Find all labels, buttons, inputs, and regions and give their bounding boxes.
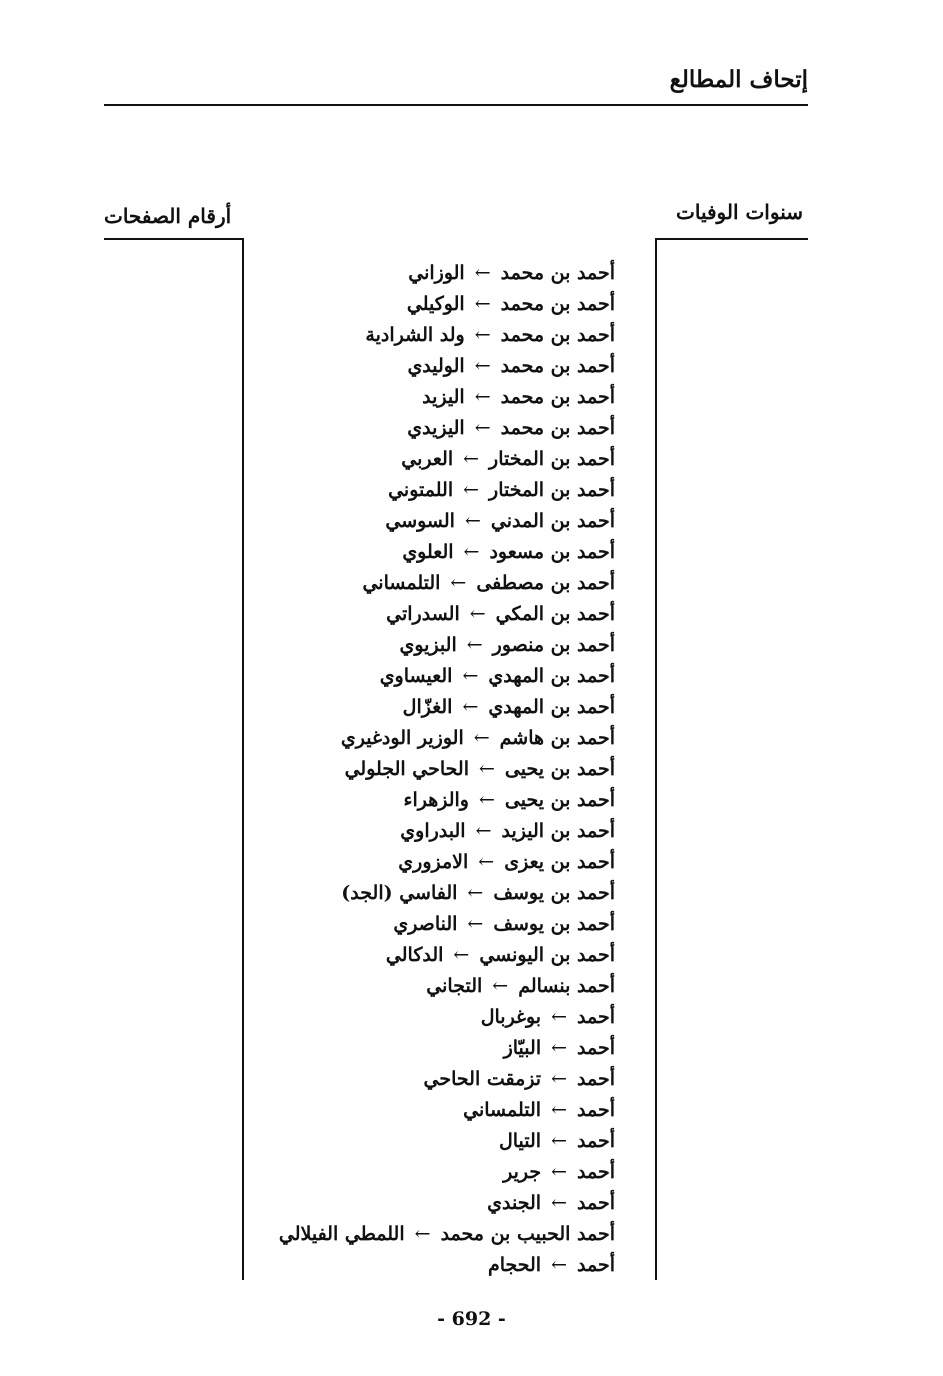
entry-name: أحمد بن هاشم bbox=[499, 727, 615, 749]
death-years-column-rule-side bbox=[655, 238, 657, 1280]
index-entry bbox=[235, 599, 615, 630]
index-entry bbox=[235, 1188, 615, 1219]
column-label-death-years: سنوات الوفيات bbox=[676, 200, 803, 224]
entry-reference: جرير bbox=[503, 1161, 542, 1183]
arrow-left-icon: ← bbox=[467, 913, 484, 935]
entry-name: أحمد bbox=[577, 1254, 615, 1276]
entry-reference: اليزيد bbox=[422, 386, 465, 408]
index-entry bbox=[235, 506, 615, 537]
arrow-left-icon: ← bbox=[474, 293, 491, 315]
death-years-column-rule-top bbox=[656, 238, 808, 240]
index-entry bbox=[235, 1002, 615, 1033]
entry-name: أحمد بن المهدي bbox=[488, 696, 615, 718]
arrow-left-icon: ← bbox=[414, 1223, 431, 1245]
index-entry bbox=[235, 1126, 615, 1157]
arrow-left-icon: ← bbox=[478, 851, 495, 873]
entry-name: أحمد بن محمد bbox=[500, 262, 615, 284]
index-entry bbox=[235, 940, 615, 971]
arrow-left-icon: ← bbox=[463, 448, 480, 470]
entry-name: أحمد بن يوسف bbox=[493, 882, 615, 904]
entry-name: أحمد bbox=[577, 1037, 615, 1059]
entry-name: أحمد بن اليزيد bbox=[501, 820, 615, 842]
index-entry bbox=[235, 413, 615, 444]
arrow-left-icon: ← bbox=[474, 324, 491, 346]
entry-name: أحمد بن اليونسي bbox=[479, 944, 615, 966]
entry-reference: والزهراء bbox=[403, 789, 469, 811]
entry-name: أحمد بن منصور bbox=[492, 634, 615, 656]
entry-reference: الحاحي الجلولي bbox=[344, 758, 469, 780]
index-entry bbox=[235, 1033, 615, 1064]
entry-reference: السوسي bbox=[385, 510, 455, 532]
arrow-left-icon: ← bbox=[475, 820, 492, 842]
arrow-left-icon: ← bbox=[551, 1006, 568, 1028]
entry-name: أحمد bbox=[577, 1192, 615, 1214]
arrow-left-icon: ← bbox=[474, 417, 491, 439]
entry-name: أحمد بن المختار bbox=[489, 448, 615, 470]
index-entry bbox=[235, 258, 615, 289]
entry-name: أحمد بن المدني bbox=[490, 510, 615, 532]
running-header-title: إتحاف المطالع bbox=[669, 66, 808, 93]
arrow-left-icon: ← bbox=[551, 1130, 568, 1152]
entry-reference: التلمساني bbox=[463, 1099, 542, 1121]
entry-name: أحمد بن محمد bbox=[500, 355, 615, 377]
entry-reference: السدراتي bbox=[386, 603, 460, 625]
entry-reference: بوغربال bbox=[480, 1006, 542, 1028]
index-entry bbox=[235, 1157, 615, 1188]
entry-reference: البدراوي bbox=[400, 820, 466, 842]
arrow-left-icon: ← bbox=[551, 1161, 568, 1183]
entry-name: أحمد الحبيب بن محمد bbox=[440, 1223, 615, 1245]
entry-reference: الناصري bbox=[393, 913, 458, 935]
entry-reference: العربي bbox=[401, 448, 454, 470]
entry-reference: الوزير الودغيري bbox=[340, 727, 464, 749]
arrow-left-icon: ← bbox=[467, 882, 484, 904]
column-label-page-numbers: أرقام الصفحات bbox=[104, 204, 232, 228]
entry-name: أحمد bbox=[577, 1068, 615, 1090]
arrow-left-icon: ← bbox=[551, 1037, 568, 1059]
entry-reference: الجندي bbox=[487, 1192, 542, 1214]
entry-reference: الوزاني bbox=[408, 262, 465, 284]
index-entry bbox=[235, 909, 615, 940]
index-entry bbox=[235, 320, 615, 351]
arrow-left-icon: ← bbox=[466, 634, 483, 656]
arrow-left-icon: ← bbox=[462, 696, 479, 718]
entry-name: أحمد بن المكي bbox=[495, 603, 615, 625]
arrow-left-icon: ← bbox=[551, 1254, 568, 1276]
page-number: - 692 - bbox=[437, 1308, 506, 1330]
index-entry bbox=[235, 847, 615, 878]
index-entry bbox=[235, 754, 615, 785]
arrow-left-icon: ← bbox=[478, 789, 495, 811]
index-entry bbox=[235, 785, 615, 816]
entry-name: أحمد بن محمد bbox=[500, 386, 615, 408]
entry-name: أحمد bbox=[577, 1006, 615, 1028]
arrow-left-icon: ← bbox=[492, 975, 509, 997]
entry-name: أحمد بنسالم bbox=[518, 975, 615, 997]
arrow-left-icon: ← bbox=[551, 1192, 568, 1214]
header-rule bbox=[104, 104, 808, 106]
entry-name: أحمد بن المختار bbox=[489, 479, 615, 501]
index-entry bbox=[235, 475, 615, 506]
entry-reference: اللمطي الفيلالي bbox=[278, 1223, 405, 1245]
entry-reference: اليزيدي bbox=[407, 417, 465, 439]
arrow-left-icon: ← bbox=[474, 386, 491, 408]
arrow-left-icon: ← bbox=[464, 510, 481, 532]
entry-name: أحمد بن محمد bbox=[500, 417, 615, 439]
index-entry bbox=[235, 692, 615, 723]
index-entry bbox=[235, 661, 615, 692]
entry-reference: تزمقت الحاحي bbox=[423, 1068, 542, 1090]
index-entry bbox=[235, 1064, 615, 1095]
arrow-left-icon: ← bbox=[474, 262, 491, 284]
entry-reference: العلوي bbox=[402, 541, 454, 563]
index-entry-list bbox=[235, 258, 615, 1281]
index-entry bbox=[235, 1250, 615, 1281]
entry-name: أحمد بن محمد bbox=[500, 324, 615, 346]
entry-name: أحمد بن المهدي bbox=[488, 665, 615, 687]
entry-reference: التلمساني bbox=[362, 572, 441, 594]
index-entry bbox=[235, 971, 615, 1002]
entry-name: أحمد بن مسعود bbox=[489, 541, 615, 563]
index-entry bbox=[235, 816, 615, 847]
entry-reference: الفاسي (الجد) bbox=[341, 882, 458, 904]
entry-reference: الوليدي bbox=[407, 355, 465, 377]
entry-name: أحمد bbox=[577, 1130, 615, 1152]
arrow-left-icon: ← bbox=[474, 355, 491, 377]
entry-name: أحمد بن يعزى bbox=[504, 851, 615, 873]
entry-reference: الامزوري bbox=[398, 851, 469, 873]
index-entry bbox=[235, 1095, 615, 1126]
index-entry bbox=[235, 444, 615, 475]
arrow-left-icon: ← bbox=[473, 727, 490, 749]
index-entry bbox=[235, 878, 615, 909]
arrow-left-icon: ← bbox=[462, 665, 479, 687]
entry-reference: اللمتوني bbox=[388, 479, 454, 501]
index-entry bbox=[235, 351, 615, 382]
entry-name: أحمد بن محمد bbox=[500, 293, 615, 315]
entry-reference: البزيوي bbox=[399, 634, 457, 656]
arrow-left-icon: ← bbox=[478, 758, 495, 780]
arrow-left-icon: ← bbox=[463, 541, 480, 563]
index-entry bbox=[235, 630, 615, 661]
arrow-left-icon: ← bbox=[450, 572, 467, 594]
entry-reference: الغزّال bbox=[402, 696, 453, 718]
arrow-left-icon: ← bbox=[453, 944, 470, 966]
entry-name: أحمد بن يوسف bbox=[493, 913, 615, 935]
page-numbers-column-rule-top bbox=[104, 238, 244, 240]
entry-name: أحمد bbox=[577, 1099, 615, 1121]
index-entry bbox=[235, 382, 615, 413]
entry-reference: الوكيلي bbox=[406, 293, 465, 315]
entry-reference: العيساوي bbox=[379, 665, 453, 687]
entry-reference: الحجام bbox=[487, 1254, 542, 1276]
arrow-left-icon: ← bbox=[551, 1099, 568, 1121]
entry-name: أحمد bbox=[577, 1161, 615, 1183]
index-entry bbox=[235, 723, 615, 754]
index-entry bbox=[235, 537, 615, 568]
arrow-left-icon: ← bbox=[469, 603, 486, 625]
entry-reference: التجاني bbox=[426, 975, 483, 997]
entry-name: أحمد بن يحيى bbox=[504, 758, 615, 780]
entry-reference: ولد الشرادية bbox=[365, 324, 465, 346]
entry-reference: الدكالي bbox=[385, 944, 444, 966]
index-entry bbox=[235, 568, 615, 599]
index-entry bbox=[235, 1219, 615, 1250]
index-entry bbox=[235, 289, 615, 320]
entry-reference: التيال bbox=[498, 1130, 542, 1152]
arrow-left-icon: ← bbox=[551, 1068, 568, 1090]
arrow-left-icon: ← bbox=[463, 479, 480, 501]
entry-reference: البيّاز bbox=[503, 1037, 542, 1059]
entry-name: أحمد بن يحيى bbox=[504, 789, 615, 811]
entry-name: أحمد بن مصطفى bbox=[476, 572, 615, 594]
